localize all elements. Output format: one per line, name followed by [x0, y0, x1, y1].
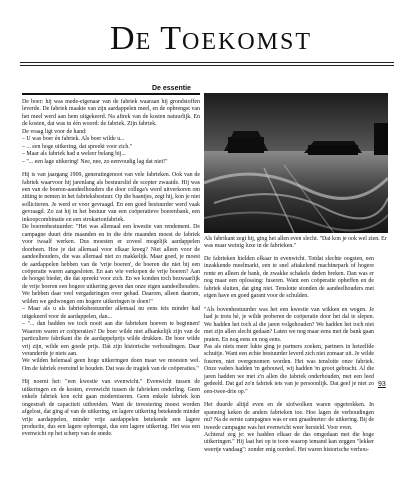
section-label: De essentie — [152, 85, 191, 92]
left-paragraph: Hij is van jaargang 1909, generatiegenoot van vele fabrieken. Ook van de fabriek waarvoor hij jarenlang als bestuurslid de scepter zwaaide. Hij was een van de boeren-aandeelhouders die door collega's werd uitverkoren om zitting te nemen in het fabrieksbestuur. Op die baantjes, zegt hij, kon je niet solliciteren. Je werd er voor gevraagd. En een goed bestuurder werd vaak gevraagd. Zo zat hij in het bestuur van een coöperatieve boerenbank, een inkoopcombinatie en een strokartonfabriek. — [22, 172, 200, 223]
left-paragraph: Hij noemt het: "een kwestie van evenwicht." Evenwicht tussen de uitkeringen en de kosten, evenwicht tussen de fabrieken onderling. Geen enkele fabriek kon echt gaan moderniseren. Geen enkele fabriek kon ongestraft de capaciteit uitbreiden. Want de investering moest worden afgelost, dat ging af van de uitkering, en lagere uitkering betekende minder vrije aardappelen, minder vrije aardappelen betekende een lagere productie, dus een lagere opbrengst, dus een lagere uitkering. Het was een evenwicht op het scherp van de snede. — [22, 379, 200, 438]
right-paragraph: Het duurde altijd even en de stofwolken waren opgetrokken. In spanning keken de anders fabrieken toe. Hoe lagen de verhoudingen nu? Na de eerste campagnes was er een graadmeter: de uitkering. Bij de tweede campagne was het evenwicht weer hersteld. Voor even. — [204, 402, 374, 431]
page-title — [110, 22, 312, 59]
left-paragraph: – "... dan hadden we toch nooit aan die fabrieken hoeven te beginnen! Waarom waren er coöperaties? De boer wilde niet afhankelijk zijn van de particuliere fabrikant die de aardappelprijs wilde drukken. De boer wilde vrij zijn, wilde een goede prijs. Dát zijn historische verhoudingen. Daar veranderde je niets aan. — [22, 321, 200, 357]
title-rest-e: E — [135, 29, 161, 55]
left-paragraph: De vraag ligt voor de hand: — [22, 128, 87, 135]
left-paragraph: We wilden helemaal geen hoge uitkeringen doen maar we moesten wel. Om de fabriek overeind te houden. Dat was de tragiek van de coöperaties." — [22, 358, 200, 372]
right-paragraph: De fabrieken hielden elkaar in evenwicht. Totdat slechte oogsten, een inzakkende meelmarkt, een te snel aftakelend machinepark of hogere rente en alleen de bank, de zwakke schakels deden breken. Dan was er nog maar een oplossing: fuseren. Want een coöperatie opheffen en de fabriek sluiten, dat ging niet. Tenslotte stonden de aandeelhouders met eigen have en goed garant voor de schulden. — [204, 256, 374, 300]
photo-caption: Als fabrikant zegt hij, ging het allen even slecht. "Dat kon je ook wel zien. Er was maar weinig luxe in de fabrieken." — [204, 236, 387, 250]
left-paragraph: – "... een lage uitkering! Nee, nee, zo eenvoudig lag dat niet!" — [22, 158, 168, 165]
right-paragraph: "Als bovenbestuurder was het een kwestie van wikken en wegen. Je had je trots hè, je wilde proberen de coöperatie door het dal te slepen. We hadden het toch al die jaren volgehouden? We hadden het toch niet met zijn allen slecht gedaan? Laten we nog maar eens met de bank gaan praten. En nog eens en nog eens. — [204, 306, 374, 343]
farm-photo-graphic — [204, 93, 388, 233]
title-rule-bottom — [20, 65, 394, 66]
title-rule-top — [20, 62, 394, 63]
title-initial-d: D — [110, 20, 136, 57]
left-paragraph: – ... een hoge uitkering, dat spreekt voor zich." — [22, 143, 133, 150]
title-initial-t: T — [160, 20, 183, 57]
farm-photo — [204, 93, 388, 233]
right-paragraph: Pas als niets meer lukte ging je partners zoeken, partners in hetzelfde schuitje. Want een echte bestuurder leverd zich niet zomaar uit. Je wilde fuseren, niet overgenomen worden. Het was tenslotte onze fabriek. Onze vaders hadden 'm gebouwd, wij hadden 'm groot gebracht. Al die jaren hadden we met z'n allen die fabriek onderhouden, met een leed gedeeld. Dat gaf zo'n fabriek iets van je persoonlijk. Dat geef je niet zo een-twee-drie op." — [204, 343, 375, 395]
left-column — [22, 99, 200, 439]
section-rule — [22, 93, 200, 95]
left-paragraph: De boer: hij was mede-eigenaar van de fabriek waaraan hij grondstoffen leverde. De fabriek maakte van zijn aardappelen meel, en de opbrengst van het meel werd aan hem uitgekeerd. Na aftrek van de kosten natuurlijk. En de kosten, dat was in één woord: de fabriek. Zijn fabriek. — [22, 99, 200, 128]
right-column — [204, 256, 374, 454]
left-paragraph: – Maar als u als fabrieksbestuurder allemaal nu eens iets minder had uitgekeerd voor de aardappelen, dan... — [22, 306, 200, 320]
page-number: 93 — [378, 381, 386, 388]
left-paragraph: De boerenbestuurder: "Het was allemaal een kwestie van rendement. De campagne duurt drie maanden en in die drie maanden moest de fabriek voor twaalf werken. Dus moesten er zoveel mogelijk aardappelen doorheen. Hoe je dat allemaal voor elkaar kreeg? Niet alleen voor de aandeelhouders, die was allemaal niet zo makkelijk. Maar goed, je moest de aardappelen hebben van de 'vrije boeren', de boeren die niet bij een coöperatie waren aangesloten. En aan wie verkopen de vrije boeren? Aan de hoogst bieder, die dat spreekt voor zich. En we konden toch bezwaarlijk de vrije boeren een hogere uitkering geven dan onze eigen aandeelhouders. We hebben daar veel vergaderingen over gehad. Daarom, alleen daarom, wilden we gedwongen om hogere uitkeringen te doen!" — [22, 224, 200, 305]
left-paragraph: – U was boer én fabriek. Als boer wilde u... — [22, 136, 125, 143]
right-paragraph: Achteraf zeg je: we hadden elkaar de das omgedaan met die hoge uitkeringen." Hij laat het op te toon waarop iemand kan zeggen "lekker weertje vandaag": zonder enig oordeel. Het waren historische verhou- — [204, 431, 374, 453]
left-paragraph: – Maar als fabriek had u weleer belang bij... — [22, 151, 126, 158]
title-rest-oekomst: OEKOMST — [182, 29, 313, 55]
